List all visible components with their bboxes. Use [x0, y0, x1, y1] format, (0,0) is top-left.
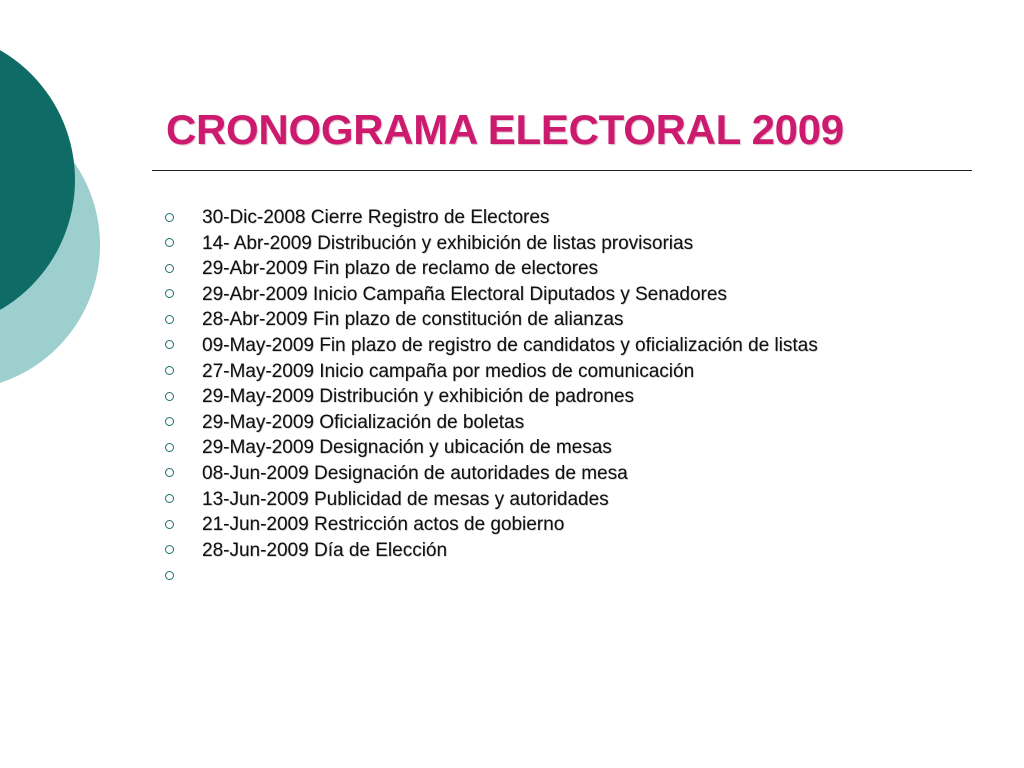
list-item — [160, 333, 818, 359]
list-item — [160, 282, 818, 308]
circle-bullet-icon — [165, 213, 174, 222]
list-item — [160, 461, 818, 487]
list-item — [160, 205, 818, 231]
list-item — [160, 512, 818, 538]
item-text: 13-Jun-2009 Publicidad de mesas y autoridades — [202, 488, 609, 510]
item-text: 28-Jun-2009 Día de Elección — [202, 539, 448, 561]
circle-bullet-icon — [165, 238, 174, 247]
circle-bullet-icon — [165, 289, 174, 298]
item-text: 29-May-2009 Oficialización de boletas — [202, 411, 525, 433]
circle-bullet-icon — [165, 571, 174, 580]
circle-bullet-icon — [165, 545, 174, 554]
list-item — [160, 384, 818, 410]
circle-bullet-icon — [165, 264, 174, 273]
circle-bullet-icon — [165, 340, 174, 349]
item-text: 29-May-2009 Distribución y exhibición de padrones — [202, 386, 634, 408]
item-text: 08-Jun-2009 Designación de autoridades de mesa — [202, 462, 628, 484]
list-item — [160, 538, 818, 564]
schedule-list — [160, 205, 818, 589]
circle-bullet-icon — [165, 494, 174, 503]
list-item — [160, 410, 818, 436]
decorative-circles — [0, 0, 110, 420]
circle-bullet-icon — [165, 366, 174, 375]
list-item — [160, 256, 818, 282]
item-text: 29-Abr-2009 Fin plazo de reclamo de electores — [202, 258, 599, 280]
circle-bullet-icon — [165, 315, 174, 324]
item-text: 14- Abr-2009 Distribución y exhibición de listas provisorias — [202, 232, 694, 254]
item-text: 09-May-2009 Fin plazo de registro de candidatos y oficialización de listas — [202, 334, 818, 356]
item-text: 28-Abr-2009 Fin plazo de constitución de alianzas — [202, 309, 624, 331]
list-item — [160, 307, 818, 333]
circle-bullet-icon — [165, 443, 174, 452]
item-text: 29-May-2009 Designación y ubicación de mesas — [202, 437, 612, 459]
slide-title: CRONOGRAMA ELECTORAL 2009 — [166, 106, 844, 153]
list-item — [160, 487, 818, 513]
circle-bullet-icon — [165, 468, 174, 477]
list-item — [160, 231, 818, 257]
item-text: 29-Abr-2009 Inicio Campaña Electoral Diputados y Senadores — [202, 283, 727, 305]
item-text: 30-Dic-2008 Cierre Registro de Electores — [202, 207, 550, 228]
circle-bullet-icon — [165, 392, 174, 401]
list-item — [160, 359, 818, 385]
circle-bullet-icon — [165, 520, 174, 529]
list-item-empty — [160, 563, 818, 589]
list-item — [160, 435, 818, 461]
circle-bullet-icon — [165, 417, 174, 426]
title-divider — [152, 170, 972, 171]
item-text: 27-May-2009 Inicio campaña por medios de comunicación — [202, 360, 695, 382]
item-text: 21-Jun-2009 Restricción actos de gobierno — [202, 514, 565, 536]
